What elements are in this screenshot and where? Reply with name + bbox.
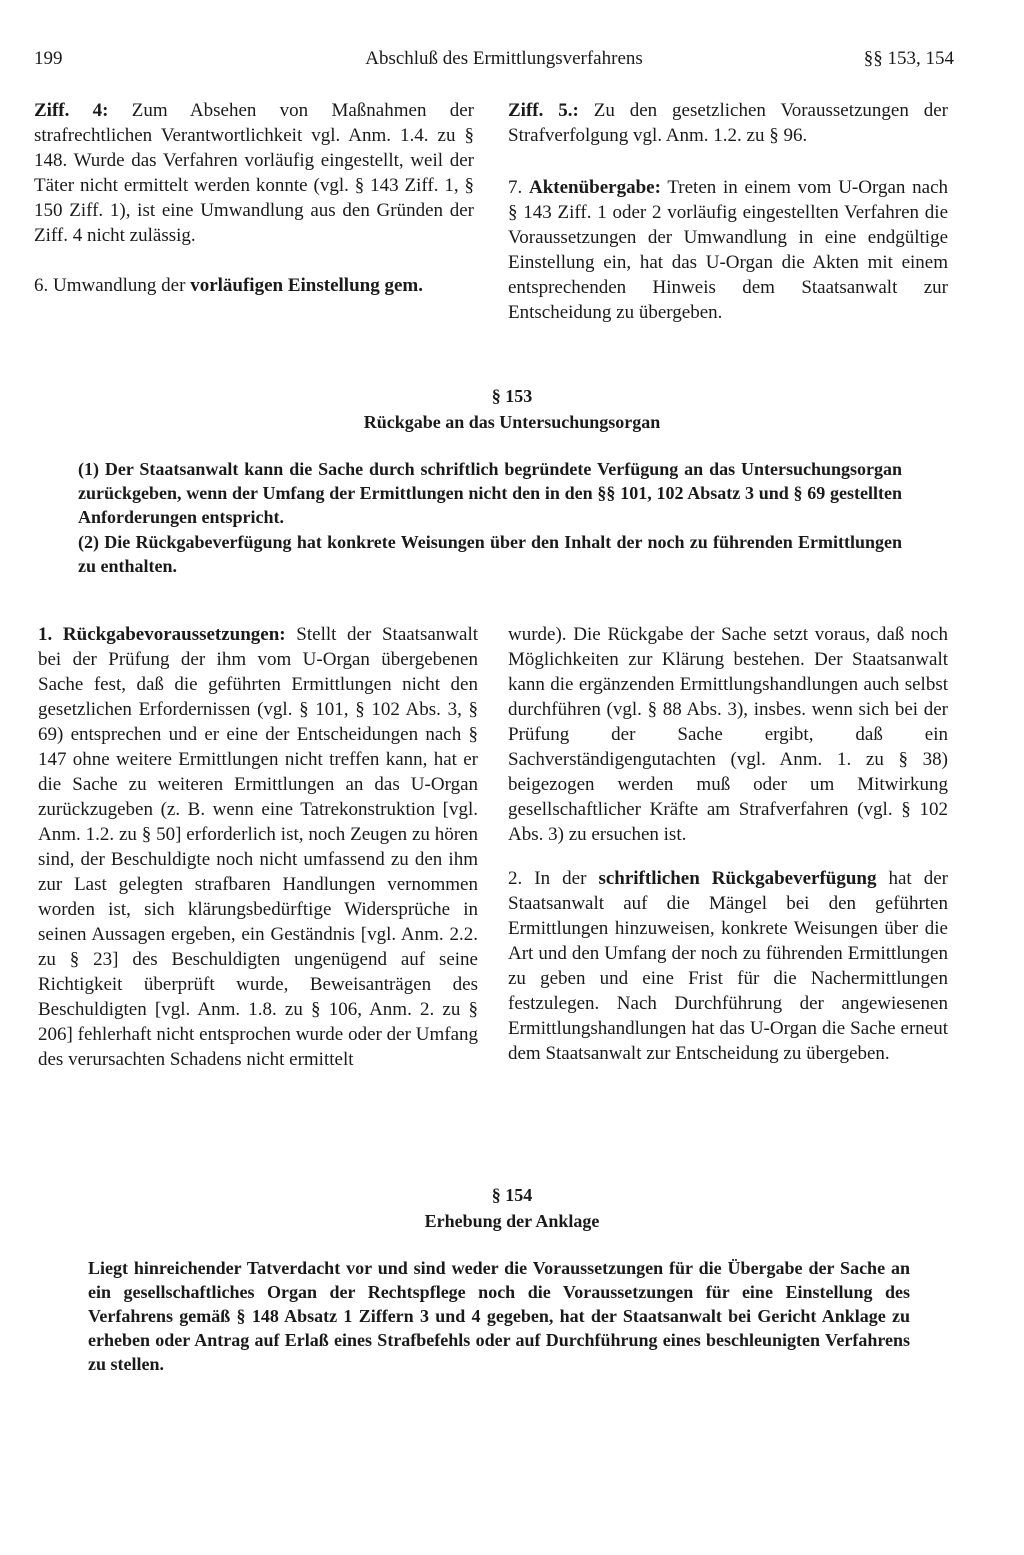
note-ziff-4 — [34, 98, 474, 248]
commentary-2 — [508, 866, 948, 1066]
note-ziff-5 — [508, 98, 948, 148]
note-7 — [508, 175, 948, 325]
commentary-number: 2. In der — [508, 868, 599, 889]
note-text: Treten in einem vom U-Organ nach § 143 Ziff. 1 oder 2 vorläufig eingestellten Verfahren die Voraussetzungen der Umwandlung in eine endgültige Einstellung ein, hat das U-Organ die Akten mit einem entsprechenden Hinweis dem Staatsanwalt zur Entscheidung zu übergeben. — [508, 177, 949, 323]
section-reference: §§ 153, 154 — [863, 48, 954, 69]
section-154-para: Liegt hinreichender Tatverdacht vor und sind weder die Voraussetzungen für die Übergabe der Sache an ein gesellschaftliches Organ der Rechtspflege noch die Voraussetzungen für eine Einstellung des Verfahrens gemäß § 148 Absatz 1 Ziffern 3 und 4 gegeben, hat der Staatsanwalt bei Gericht Anklage zu erheben oder Antrag auf Erlaß eines Strafbefehls oder auf Durchführung eines beschleunigten Verfahrens zu stellen. — [88, 1258, 910, 1374]
commentary-1-continued: wurde). Die Rückgabe der Sache setzt voraus, daß noch Möglichkeiten zur Klärung bestehen. Der Staatsanwalt kann die ergänzenden Ermittlungshandlungen auch selbst durchführen (vgl. § 88 Abs. 3), insbes. wenn sich bei der Prüfung der Sache ergibt, daß ein Sachverständigengutachten (vgl. Anm. 1. zu § 38) beigezogen werden muß oder um Mitwirkung gesellschaftlicher Kräfte am Strafverfahren (vgl. § 102 Abs. 3) zu ersuchen ist. — [508, 624, 948, 845]
section-number: § 154 — [491, 1185, 533, 1205]
running-header — [34, 48, 954, 74]
note-lead: Aktenübergabe: — [529, 177, 661, 198]
note-bold: vorläufigen Einstellung gem. — [190, 275, 423, 296]
commentary-text: Stellt der Staatsanwalt bei der Prüfung der ihm vom U-Organ übergebenen Sache fest, daß die geführten Ermittlungen nicht den gesetzlichen Erfordernissen (vgl. § 101, § 102 Abs. 3, § 69) entsprechen und er eine der Entscheidungen nach § 147 ohne weitere Ermittlungen nicht treffen kann, hat er die Sache zu weiteren Ermittlungen an das U-Organ zurückzugeben (z. B. wenn eine Tatrekonstruktion [vgl. Anm. 1.2. zu § 50] erforderlich ist, noch Zeugen zu hören sind, der Beschuldigte noch nicht umfassend zu den ihm zur Last gelegten strafbaren Handlungen vernommen worden ist, sich klärungsbedürftige Widersprüche in seinen Aussagen ergeben, ein Geständnis [vgl. Anm. 2.2. zu § 23] des Beschuldigten ungenügend auf seine Richtigkeit überprüft wurde, Beweisanträgen des Beschuldigten [vgl. Anm. 1.8. zu § 106, Anm. 2. zu § 206] fehlerhaft nicht entsprochen wurde oder der Umfang des verursachten Schadens nicht ermittelt — [38, 624, 479, 1070]
running-title: Abschluß des Ermittlungsverfahrens — [365, 48, 643, 69]
section-153-para-1: (1) Der Staatsanwalt kann die Sache durch schriftlich begründete Verfügung an das Untersuchungsorgan zurückgeben, wenn der Umfang der Ermittlungen nicht den in den §§ 101, 102 Absatz 3 und § 69 gestellten Anforderungen entspricht. — [78, 459, 902, 527]
commentary-lead: 1. Rückgabevoraussetzungen: — [38, 624, 286, 645]
commentary-text: hat der Staatsanwalt auf die Mängel bei den geführten Ermittlungen hinzuweisen, konkrete Weisungen über die Art und den Umfang der noch zu führenden Ermittlungen zu geben und eine Frist für die Nachermittlungen festzulegen. Nach Durchführung der angewiesenen Ermittlungshandlungen hat das U-Organ die Sache erneut dem Staatsanwalt zur Entscheidung zu übergeben. — [508, 868, 948, 1064]
commentary-1 — [38, 622, 478, 1072]
note-number-text: 6. Umwandlung der — [34, 275, 191, 296]
section-153-para-2: (2) Die Rückgabeverfügung hat konkrete Weisungen über den Inhalt der noch zu führenden Ermittlungen zu enthalten. — [78, 532, 902, 576]
section-154-heading — [0, 1183, 1024, 1235]
commentary-bold: schriftlichen Rückgabeverfügung — [598, 868, 877, 889]
section-number: § 153 — [491, 386, 533, 406]
page-number: 199 — [34, 48, 63, 69]
note-lead: Ziff. 5.: — [508, 100, 579, 121]
note-lead: Ziff. 4: — [34, 100, 109, 121]
section-153-heading — [0, 384, 1024, 436]
section-title: Erhebung der Anklage — [424, 1211, 600, 1231]
note-text: Zu den gesetzlichen Voraussetzungen der Strafverfolgung vgl. Anm. 1.2. zu § 96. — [508, 100, 948, 146]
note-6 — [34, 273, 474, 298]
note-text: Zum Absehen von Maßnahmen der strafrechtlichen Verantwortlichkeit vgl. Anm. 1.4. zu § 148. Wurde das Verfahren vorläufig eingestellt, weil der Täter nicht ermittelt werden konnte (vgl. § 143 Ziff. 1, § 150 Ziff. 1), ist eine Umwandlung aus den Gründen der Ziff. 4 nicht zulässig. — [34, 100, 474, 246]
section-title: Rückgabe an das Untersuchungsorgan — [363, 412, 661, 432]
note-number: 7. — [508, 177, 529, 198]
